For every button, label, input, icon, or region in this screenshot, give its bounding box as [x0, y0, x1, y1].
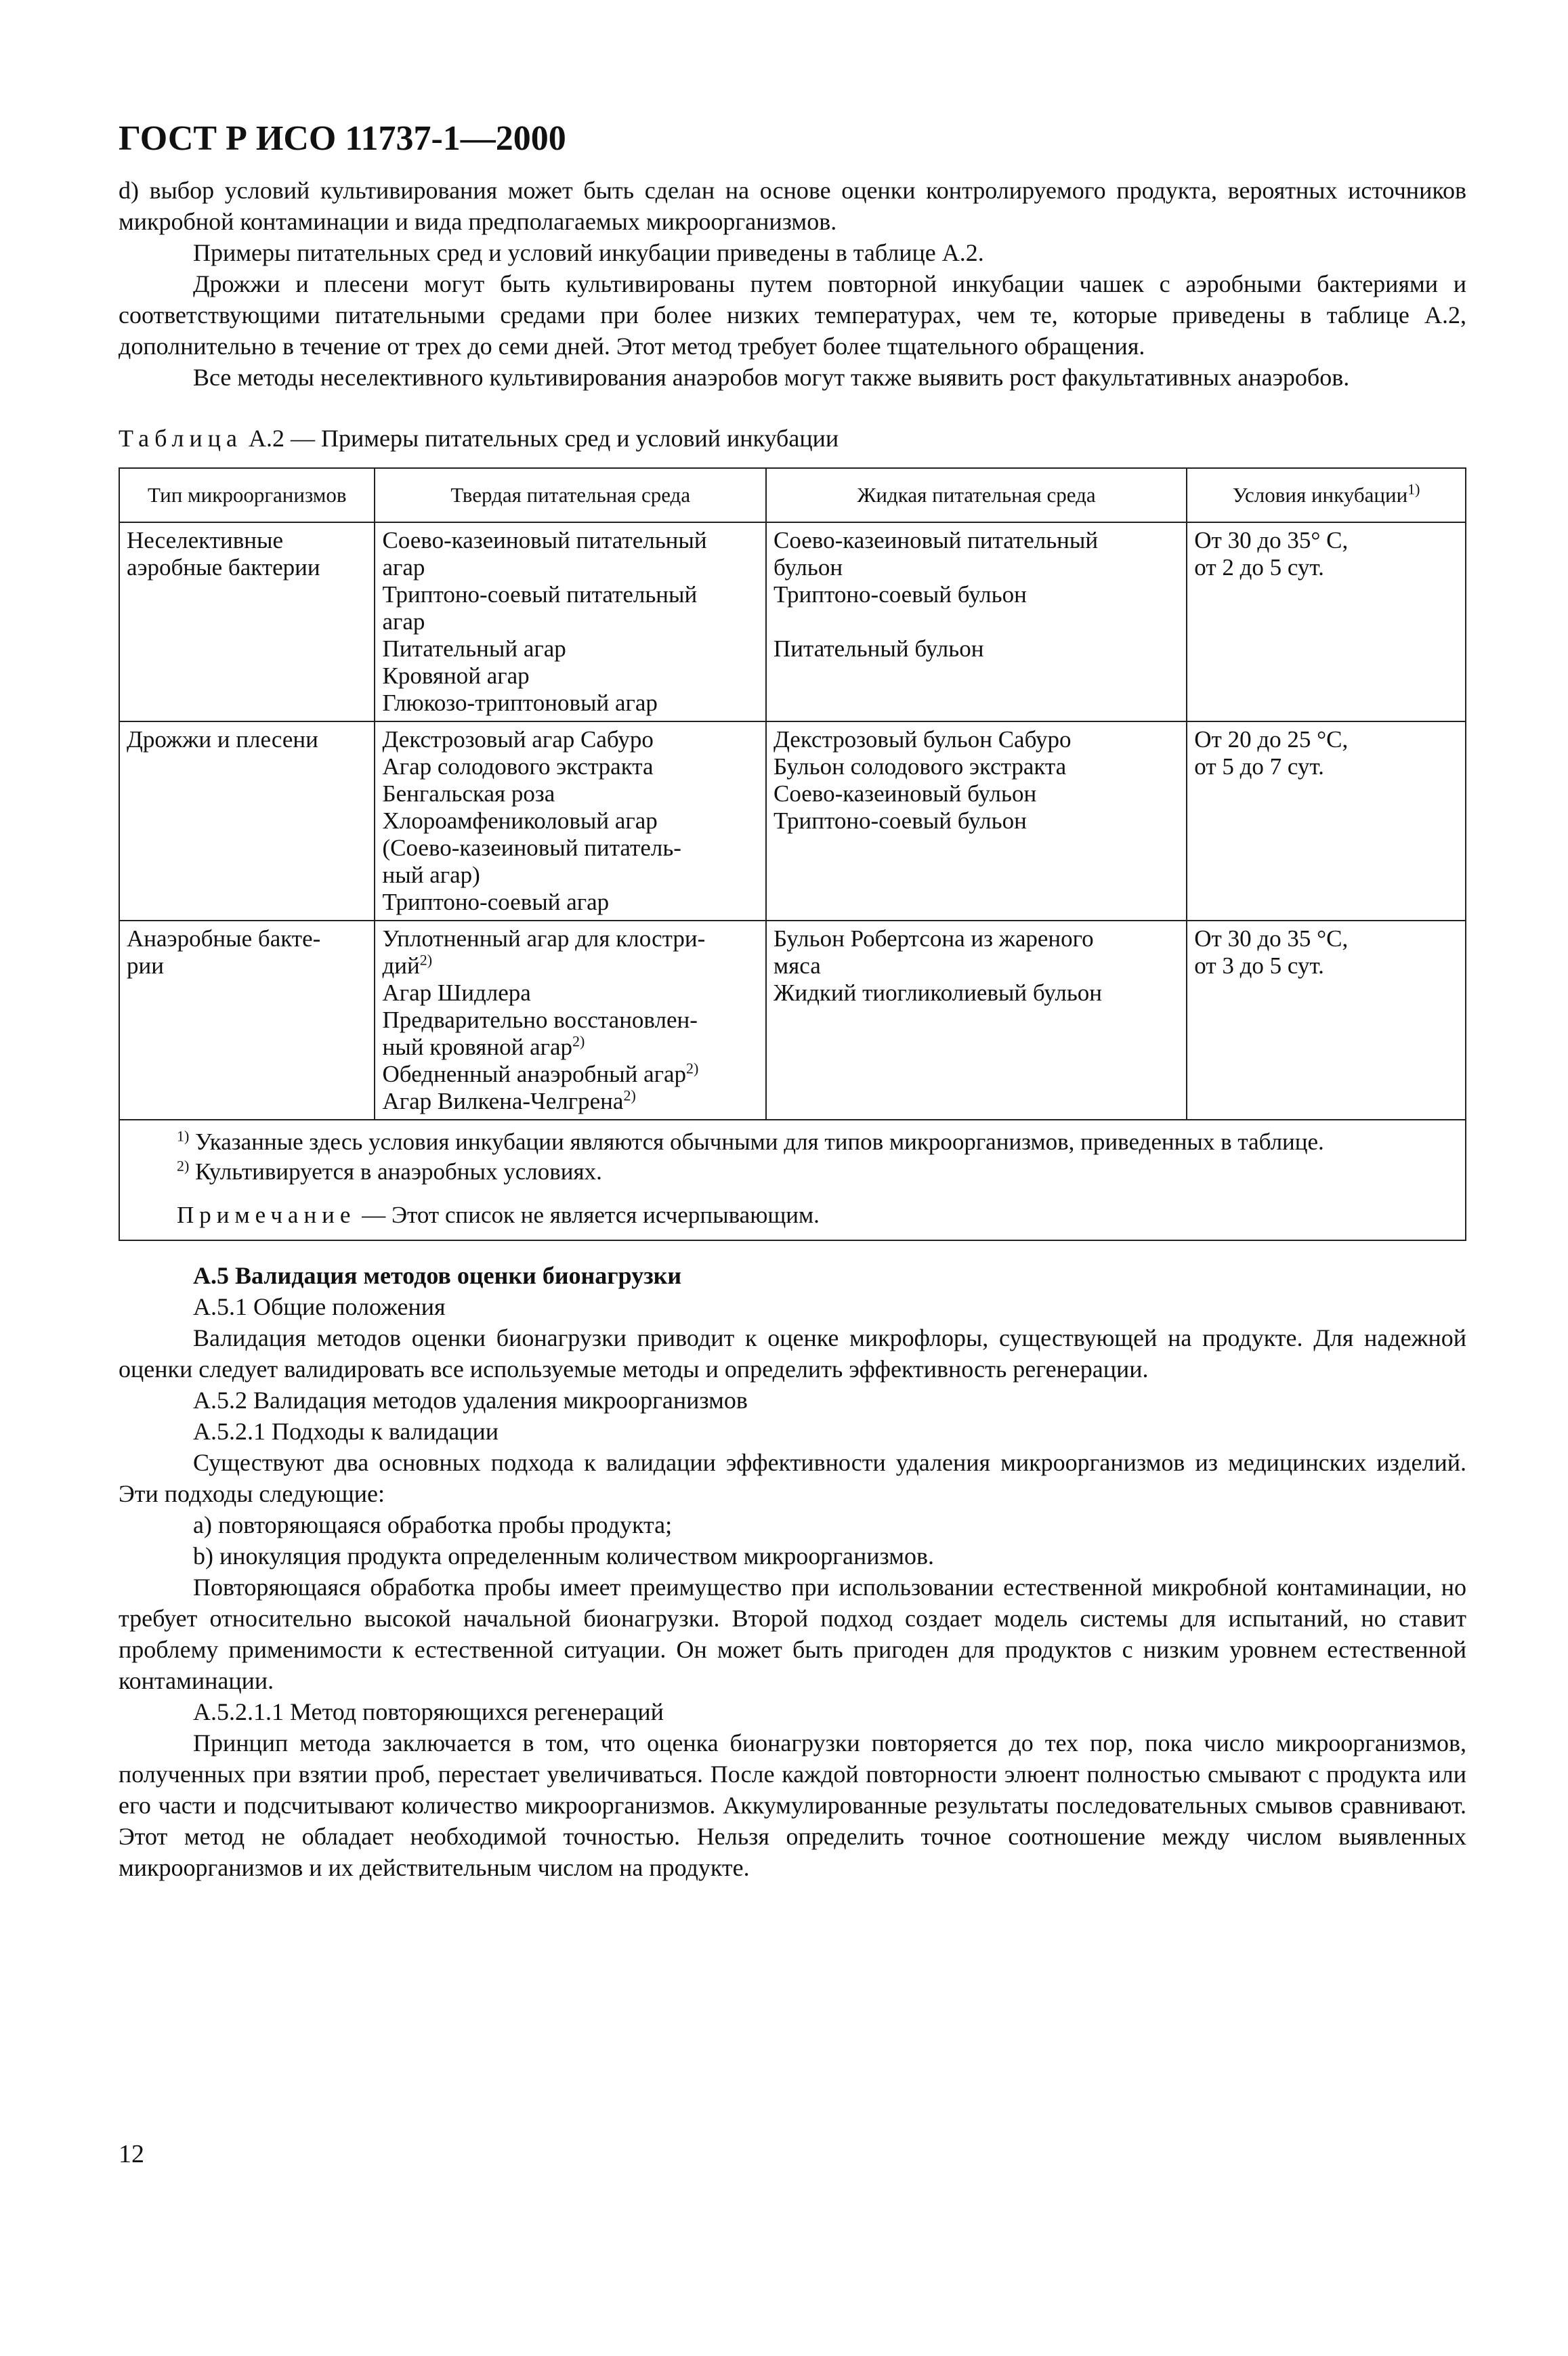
cell-line: бульон [773, 554, 843, 581]
cell-line: Декстрозовый агар Сабуро [382, 726, 654, 753]
body-paragraph: Принцип метода заключается в том, что оценка бионагрузки повторяется до тех пор, пока число микроорганизмов, полученных при взятии проб, перестает увеличиваться. После каждой повторности элюент полностью смывают с продукта или его части и подсчитывают количество микроорганизмов. Аккумулированные результаты последовательных смывов сравнивают. Этот метод не обладает необходимой точностью. Нельзя определить точное соотношение между числом выявленных микроорганизмов и их действительным числом на продукте. [119, 1729, 1466, 1881]
cell-line: Бенгальская роза [382, 780, 555, 807]
cell-line: Предварительно восстановлен- [382, 1007, 698, 1033]
cell-line [382, 1088, 759, 1115]
cell-line [774, 608, 1179, 635]
cell-line: Соево-казеиновый питательный [773, 527, 1099, 553]
cell-line: От 20 до 25 °С, [1194, 726, 1349, 753]
cell-line: Дрожжи и плесени [127, 726, 318, 753]
cell-line [382, 1034, 759, 1061]
table-caption [119, 424, 1466, 453]
footnote-mark: 2) [177, 1157, 190, 1175]
document-page [119, 119, 1466, 1883]
cell-line: (Соево-казеиновый питатель- [382, 835, 681, 861]
page-number: 12 [119, 2140, 144, 2168]
subsection-heading: А.5.2 Валидация методов удаления микроорганизмов [193, 1387, 748, 1414]
cell-line: Декстрозовый бульон Сабуро [773, 726, 1072, 753]
footnote-2 [128, 1157, 1457, 1187]
list-item: а) повторяющаяся обработка пробы продукта; [193, 1511, 673, 1538]
cell-type [119, 522, 375, 721]
intro-paragraph: d) выбор условий культивирования может быть сделан на основе оценки контролируемого продукта, вероятных источников микробной контаминации и вида предполагаемых микроорганизмов. [119, 177, 1466, 235]
cell-line: от 2 до 5 сут. [1194, 554, 1324, 581]
subsection-heading: А.5.2.1.1 Метод повторяющихся регенераций [193, 1698, 664, 1725]
list-item: b) инокуляция продукта определенным количеством микроорганизмов. [193, 1542, 935, 1570]
cell-line: От 30 до 35° С, [1194, 527, 1349, 553]
cell-line: аэробные бактерии [127, 554, 320, 581]
header-cell-text: Условия инкубации [1232, 483, 1408, 507]
cell-conditions [1187, 721, 1466, 921]
footnote-mark: 2) [686, 1059, 699, 1077]
section-title: А.5 Валидация методов оценки бионагрузки [193, 1262, 682, 1289]
header-cell [1187, 468, 1466, 522]
cell-line: Агар Шидлера [382, 980, 531, 1006]
cell-line: Анаэробные бакте- [127, 925, 321, 952]
cell-type [119, 921, 375, 1120]
footnote-mark: 1) [177, 1127, 190, 1145]
cell-line: ный агар) [382, 862, 480, 888]
media-table [119, 467, 1466, 1241]
cell-text: Обедненный анаэробный агар [382, 1061, 686, 1087]
cell-line: от 5 до 7 сут. [1194, 753, 1324, 780]
footnote-text: Культивируется в анаэробных условиях. [195, 1158, 602, 1185]
header-cell: Жидкая питательная среда [766, 468, 1187, 522]
note-text: — Этот список не является исчерпывающим. [362, 1202, 820, 1228]
cell-conditions [1187, 522, 1466, 721]
cell-line: Агар солодового экстракта [382, 753, 654, 780]
cell-liquid [766, 921, 1187, 1120]
subsection-heading: А.5.1 Общие положения [193, 1293, 446, 1320]
cell-line: Хлороамфениколовый агар [382, 807, 658, 834]
cell-line: агар [382, 608, 425, 635]
cell-line [382, 952, 759, 980]
table-row [119, 921, 1466, 1120]
table-notes [119, 1120, 1466, 1240]
cell-line: Кровяной агар [382, 662, 530, 689]
cell-text: дий [382, 952, 420, 979]
cell-line: Бульон Робертсона из жареного [773, 925, 1094, 952]
body-paragraph: Повторяющаяся обработка пробы имеет преимущество при использовании естественной микробной контаминации, но требует относительно высокой начальной бионагрузки. Второй подход создает модель системы для испытаний, но ставит проблему применимости к естественной ситуации. Он может быть пригоден для продуктов с низким уровнем естественной контаминации. [119, 1574, 1466, 1694]
body-paragraph: Валидация методов оценки бионагрузки приводит к оценке микрофлоры, существующей на продукте. Для надежной оценки следует валидировать все используемые методы и определить эффективность регенерации. [119, 1324, 1466, 1383]
cell-line: мяса [773, 952, 821, 979]
footnote-mark: 1) [1407, 480, 1420, 498]
footnote-mark: 2) [419, 951, 433, 969]
header-cell: Тип микроорганизмов [119, 468, 375, 522]
cell-conditions [1187, 921, 1466, 1120]
intro-paragraph: Дрожжи и плесени могут быть культивированы путем повторной инкубации чашек с аэробными бактериями и соответствующими питательными средами при более низких температурах, чем те, которые приведены в таблице А.2, дополнительно в течение от трех до семи дней. Этот метод требует более тщательного обращения. [119, 270, 1466, 360]
document-header: ГОСТ Р ИСО 11737-1—2000 [119, 119, 566, 158]
table-notes-row [119, 1120, 1466, 1240]
footnote-text: Указанные здесь условия инкубации являются обычными для типов микроорганизмов, приведенных в таблице. [195, 1129, 1324, 1155]
cell-solid [375, 721, 766, 921]
cell-line: Бульон солодового экстракта [773, 753, 1067, 780]
intro-paragraph: Все методы неселективного культивирования анаэробов могут также выявить рост факультативных анаэробов. [193, 364, 1350, 391]
cell-line: Соево-казеиновый питательный [382, 527, 707, 553]
footnote-1 [128, 1127, 1457, 1157]
cell-text: Агар Вилкена-Челгрена [382, 1088, 624, 1114]
cell-type [119, 721, 375, 921]
body-paragraph: Существуют два основных подхода к валидации эффективности удаления микроорганизмов из медицинских изделий. Эти подходы следующие: [119, 1449, 1466, 1507]
note-label: Примечание [177, 1202, 356, 1228]
cell-line: Триптоно-соевый бульон [773, 807, 1027, 834]
cell-solid [375, 522, 766, 721]
cell-line: Питательный бульон [773, 635, 984, 662]
cell-line: От 30 до 35 °С, [1194, 925, 1349, 952]
footnote-mark: 2) [623, 1087, 636, 1104]
cell-line: Глюкозо-триптоновый агар [382, 690, 658, 716]
cell-liquid [766, 522, 1187, 721]
table-note [128, 1200, 1457, 1230]
header-cell: Твердая питательная среда [375, 468, 766, 522]
table-row [119, 721, 1466, 921]
cell-line: от 3 до 5 сут. [1194, 952, 1324, 979]
cell-line: Неселективные [127, 527, 284, 553]
table-caption-text: А.2 — Примеры питательных сред и условий инкубации [248, 425, 839, 452]
subsection-heading: А.5.2.1 Подходы к валидации [193, 1418, 499, 1445]
cell-line: Уплотненный агар для клостри- [382, 925, 706, 952]
cell-liquid [766, 721, 1187, 921]
cell-line: рии [127, 952, 164, 979]
table-header-row [119, 468, 1466, 522]
cell-line: Питательный агар [382, 635, 566, 662]
cell-line: Жидкий тиогликолиевый бульон [773, 980, 1103, 1006]
footnote-mark: 2) [572, 1032, 585, 1050]
cell-text: ный кровяной агар [382, 1034, 573, 1060]
cell-line: Триптоно-соевый бульон [773, 581, 1027, 608]
cell-line: Триптоно-соевый питательный [382, 581, 698, 608]
cell-line: агар [382, 554, 425, 581]
cell-line: Триптоно-соевый агар [382, 889, 610, 915]
intro-paragraph: Примеры питательных сред и условий инкубации приведены в таблице А.2. [193, 239, 984, 266]
cell-line [382, 1061, 759, 1088]
table-row [119, 522, 1466, 721]
cell-solid [375, 921, 766, 1120]
table-caption-label: Таблица [119, 425, 242, 452]
cell-line: Соево-казеиновый бульон [773, 780, 1037, 807]
